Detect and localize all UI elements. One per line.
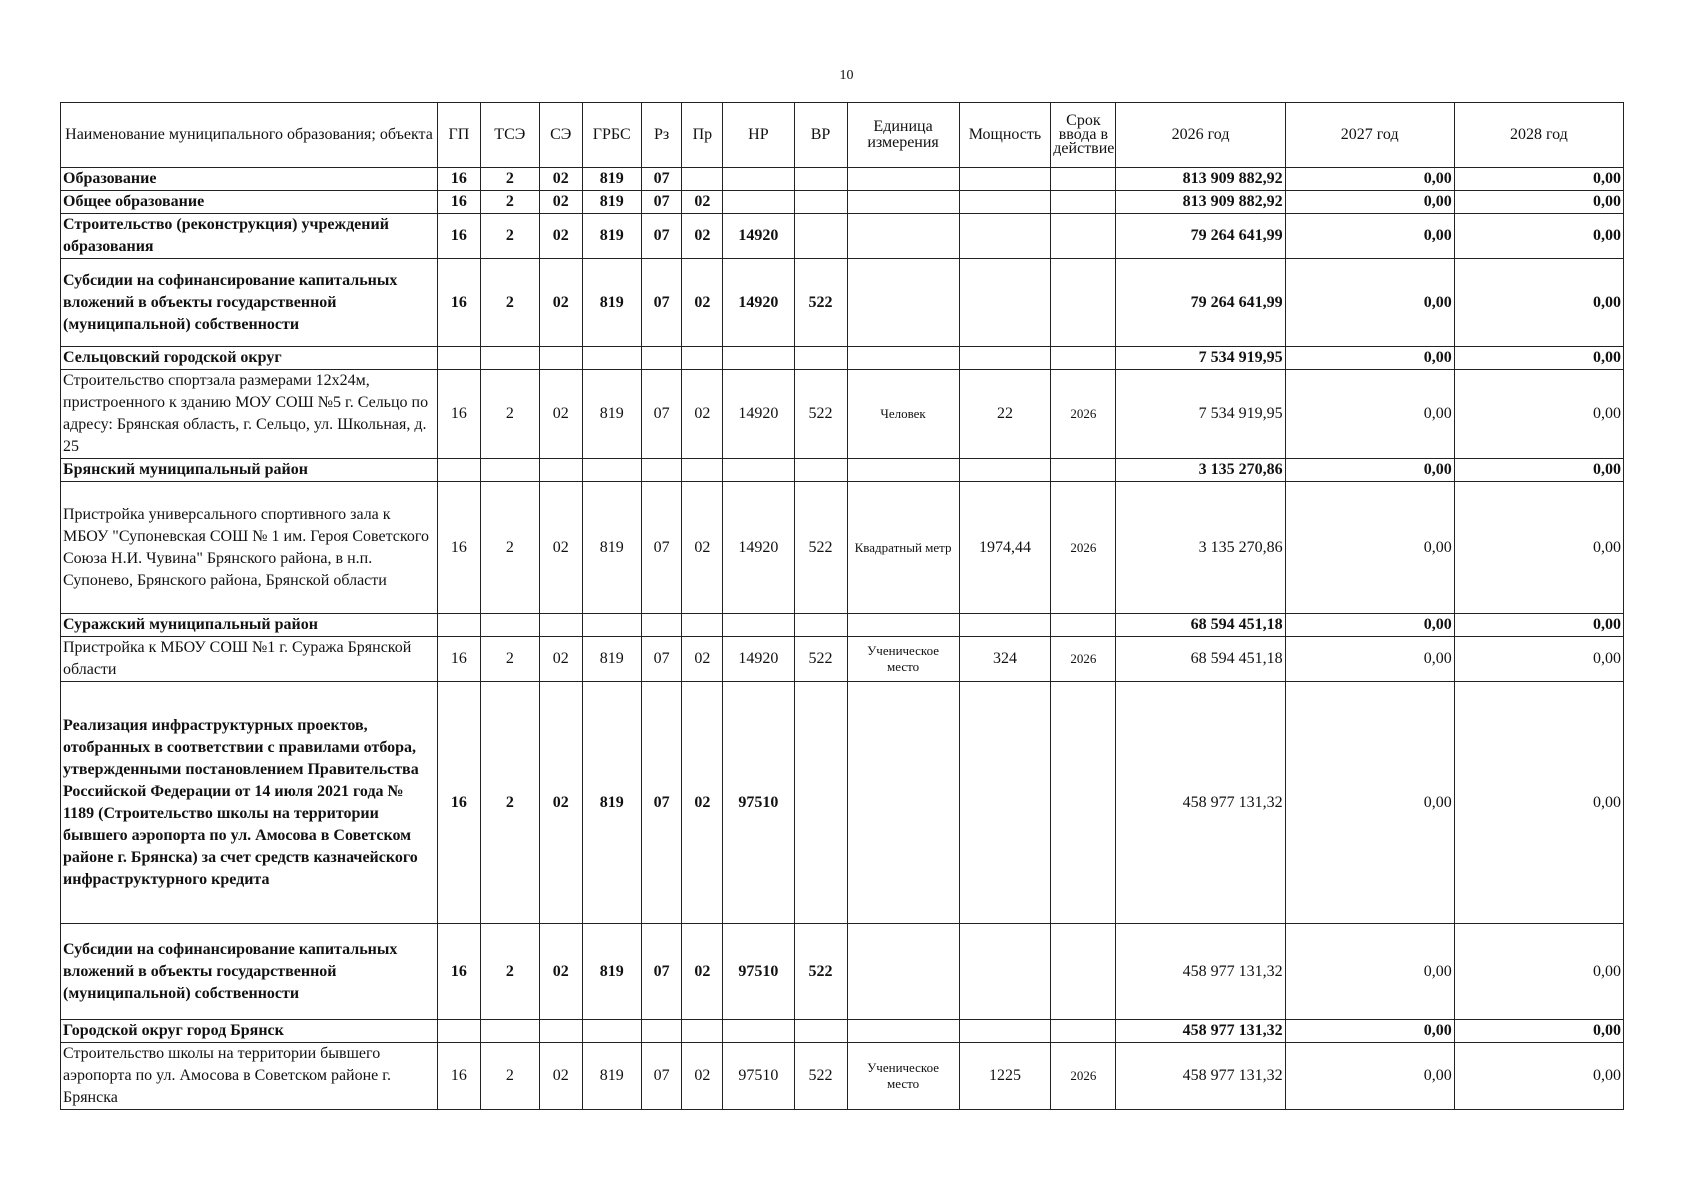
cell-y2026: 458 977 131,32	[1116, 1020, 1285, 1043]
cell-unit	[847, 259, 959, 347]
cell-capacity	[959, 459, 1051, 482]
cell-gp: 16	[437, 1043, 480, 1110]
table-body	[61, 168, 1624, 1110]
cell-nr	[723, 191, 794, 214]
cell-y2027: 0,00	[1285, 259, 1454, 347]
cell-name: Субсидии на софинансирование капитальных вложений в объекты государственной (муниципальной) собственности	[61, 924, 438, 1020]
cell-vr: 522	[794, 1043, 847, 1110]
cell-se	[539, 1020, 582, 1043]
cell-tse	[480, 614, 539, 637]
cell-nr	[723, 168, 794, 191]
cell-term	[1051, 1020, 1116, 1043]
cell-vr	[794, 614, 847, 637]
table-row	[61, 614, 1624, 637]
cell-pr	[682, 614, 723, 637]
cell-grbs: 819	[582, 924, 641, 1020]
cell-capacity: 22	[959, 370, 1051, 459]
cell-y2027: 0,00	[1285, 370, 1454, 459]
header-name: Наименование муниципального образования; объекта	[61, 103, 438, 168]
cell-term: 2026	[1051, 637, 1116, 682]
cell-grbs: 819	[582, 370, 641, 459]
cell-vr: 522	[794, 259, 847, 347]
header-vr: ВР	[794, 103, 847, 168]
header-2026: 2026 год	[1116, 103, 1285, 168]
cell-y2028: 0,00	[1454, 1043, 1623, 1110]
cell-rz: 07	[641, 637, 682, 682]
cell-y2028: 0,00	[1454, 191, 1623, 214]
cell-gp: 16	[437, 637, 480, 682]
cell-gp	[437, 1020, 480, 1043]
table-row	[61, 168, 1624, 191]
cell-unit	[847, 682, 959, 924]
cell-pr	[682, 168, 723, 191]
cell-tse: 2	[480, 924, 539, 1020]
cell-y2028: 0,00	[1454, 1020, 1623, 1043]
header-pr: Пр	[682, 103, 723, 168]
cell-y2026: 458 977 131,32	[1116, 1043, 1285, 1110]
cell-grbs: 819	[582, 482, 641, 614]
header-capacity: Мощность	[959, 103, 1051, 168]
cell-unit	[847, 347, 959, 370]
cell-name: Строительство (реконструкция) учреждений образования	[61, 214, 438, 259]
cell-y2026: 79 264 641,99	[1116, 259, 1285, 347]
cell-name: Городской округ город Брянск	[61, 1020, 438, 1043]
cell-y2028: 0,00	[1454, 924, 1623, 1020]
cell-name: Пристройка к МБОУ СОШ №1 г. Суража Брянской области	[61, 637, 438, 682]
cell-capacity	[959, 924, 1051, 1020]
cell-nr: 14920	[723, 214, 794, 259]
cell-vr: 522	[794, 637, 847, 682]
header-term: Срок ввода в действие	[1051, 103, 1116, 168]
cell-grbs: 819	[582, 637, 641, 682]
cell-y2026: 68 594 451,18	[1116, 614, 1285, 637]
cell-rz: 07	[641, 370, 682, 459]
cell-se: 02	[539, 637, 582, 682]
cell-term	[1051, 259, 1116, 347]
cell-se	[539, 459, 582, 482]
cell-name: Реализация инфраструктурных проектов, отобранных в соответствии с правилами отбора, утвержденными постановлением Правительства Российской Федерации от 14 июля 2021 года № 1189 (Строительство школы на территории бывшего аэропорта по ул. Амосова в Советском районе г. Брянска) за счет средств казначейского инфраструктурного кредита	[61, 682, 438, 924]
cell-nr: 97510	[723, 1043, 794, 1110]
cell-unit	[847, 168, 959, 191]
header-rz: Рз	[641, 103, 682, 168]
cell-y2026: 813 909 882,92	[1116, 168, 1285, 191]
cell-capacity: 1225	[959, 1043, 1051, 1110]
cell-gp	[437, 347, 480, 370]
cell-unit	[847, 1020, 959, 1043]
cell-se: 02	[539, 482, 582, 614]
cell-grbs: 819	[582, 168, 641, 191]
table-row	[61, 214, 1624, 259]
cell-rz	[641, 1020, 682, 1043]
cell-name: Образование	[61, 168, 438, 191]
table-row	[61, 347, 1624, 370]
cell-capacity	[959, 214, 1051, 259]
cell-unit: Ученическое место	[847, 1043, 959, 1110]
cell-gp: 16	[437, 370, 480, 459]
cell-grbs: 819	[582, 214, 641, 259]
cell-pr: 02	[682, 1043, 723, 1110]
cell-nr	[723, 614, 794, 637]
cell-unit	[847, 459, 959, 482]
cell-grbs	[582, 347, 641, 370]
cell-y2026: 458 977 131,32	[1116, 682, 1285, 924]
header-2028: 2028 год	[1454, 103, 1623, 168]
cell-vr	[794, 682, 847, 924]
cell-rz: 07	[641, 259, 682, 347]
cell-gp: 16	[437, 482, 480, 614]
cell-nr: 14920	[723, 637, 794, 682]
cell-name: Суражский муниципальный район	[61, 614, 438, 637]
table-row	[61, 370, 1624, 459]
cell-gp: 16	[437, 191, 480, 214]
cell-se: 02	[539, 259, 582, 347]
header-2027: 2027 год	[1285, 103, 1454, 168]
cell-y2028: 0,00	[1454, 637, 1623, 682]
cell-pr: 02	[682, 214, 723, 259]
cell-capacity: 324	[959, 637, 1051, 682]
cell-name: Строительство школы на территории бывшего аэропорта по ул. Амосова в Советском районе г. Брянска	[61, 1043, 438, 1110]
cell-gp	[437, 614, 480, 637]
cell-grbs: 819	[582, 259, 641, 347]
cell-y2026: 79 264 641,99	[1116, 214, 1285, 259]
cell-tse: 2	[480, 370, 539, 459]
cell-term: 2026	[1051, 1043, 1116, 1110]
cell-gp: 16	[437, 924, 480, 1020]
cell-capacity	[959, 1020, 1051, 1043]
cell-y2028: 0,00	[1454, 459, 1623, 482]
cell-y2027: 0,00	[1285, 168, 1454, 191]
cell-unit	[847, 924, 959, 1020]
header-se: СЭ	[539, 103, 582, 168]
cell-capacity	[959, 191, 1051, 214]
header-tse: ТСЭ	[480, 103, 539, 168]
cell-pr	[682, 347, 723, 370]
cell-y2028: 0,00	[1454, 168, 1623, 191]
cell-term	[1051, 347, 1116, 370]
table-row	[61, 637, 1624, 682]
cell-se: 02	[539, 191, 582, 214]
cell-pr: 02	[682, 259, 723, 347]
budget-table	[60, 102, 1624, 1110]
cell-pr	[682, 459, 723, 482]
cell-tse: 2	[480, 1043, 539, 1110]
table-row	[61, 482, 1624, 614]
cell-unit	[847, 191, 959, 214]
cell-nr: 14920	[723, 259, 794, 347]
cell-name: Брянский муниципальный район	[61, 459, 438, 482]
cell-unit: Человек	[847, 370, 959, 459]
cell-nr	[723, 347, 794, 370]
table-row	[61, 459, 1624, 482]
cell-y2028: 0,00	[1454, 347, 1623, 370]
cell-name: Общее образование	[61, 191, 438, 214]
cell-se: 02	[539, 682, 582, 924]
cell-nr: 97510	[723, 682, 794, 924]
cell-rz: 07	[641, 924, 682, 1020]
table-row	[61, 1020, 1624, 1043]
cell-unit: Ученическое место	[847, 637, 959, 682]
cell-pr: 02	[682, 482, 723, 614]
cell-se: 02	[539, 168, 582, 191]
cell-y2027: 0,00	[1285, 1043, 1454, 1110]
cell-grbs	[582, 614, 641, 637]
table-row	[61, 191, 1624, 214]
cell-nr	[723, 1020, 794, 1043]
cell-grbs: 819	[582, 682, 641, 924]
cell-y2027: 0,00	[1285, 682, 1454, 924]
cell-term: 2026	[1051, 482, 1116, 614]
cell-tse: 2	[480, 214, 539, 259]
table-row	[61, 924, 1624, 1020]
cell-nr: 14920	[723, 482, 794, 614]
cell-rz: 07	[641, 168, 682, 191]
table-row	[61, 1043, 1624, 1110]
cell-tse: 2	[480, 168, 539, 191]
cell-capacity	[959, 614, 1051, 637]
cell-term	[1051, 682, 1116, 924]
cell-pr	[682, 1020, 723, 1043]
cell-unit	[847, 214, 959, 259]
cell-gp: 16	[437, 682, 480, 924]
cell-pr: 02	[682, 370, 723, 459]
cell-vr	[794, 459, 847, 482]
cell-grbs	[582, 459, 641, 482]
cell-name: Сельцовский городской округ	[61, 347, 438, 370]
cell-y2026: 3 135 270,86	[1116, 482, 1285, 614]
cell-term	[1051, 168, 1116, 191]
cell-se: 02	[539, 1043, 582, 1110]
cell-term	[1051, 924, 1116, 1020]
cell-tse: 2	[480, 682, 539, 924]
cell-rz: 07	[641, 191, 682, 214]
cell-se	[539, 347, 582, 370]
cell-pr: 02	[682, 191, 723, 214]
cell-tse	[480, 1020, 539, 1043]
cell-gp: 16	[437, 214, 480, 259]
cell-y2026: 7 534 919,95	[1116, 370, 1285, 459]
cell-term	[1051, 614, 1116, 637]
cell-pr: 02	[682, 924, 723, 1020]
cell-rz: 07	[641, 214, 682, 259]
cell-capacity	[959, 259, 1051, 347]
cell-grbs: 819	[582, 191, 641, 214]
header-row	[61, 103, 1624, 168]
cell-y2027: 0,00	[1285, 191, 1454, 214]
cell-y2027: 0,00	[1285, 614, 1454, 637]
cell-gp: 16	[437, 168, 480, 191]
cell-se: 02	[539, 924, 582, 1020]
cell-vr: 522	[794, 370, 847, 459]
cell-y2026: 7 534 919,95	[1116, 347, 1285, 370]
cell-y2026: 3 135 270,86	[1116, 459, 1285, 482]
cell-nr	[723, 459, 794, 482]
cell-gp: 16	[437, 259, 480, 347]
cell-gp	[437, 459, 480, 482]
cell-rz	[641, 459, 682, 482]
table-row	[61, 259, 1624, 347]
cell-y2027: 0,00	[1285, 924, 1454, 1020]
cell-tse: 2	[480, 259, 539, 347]
cell-vr: 522	[794, 924, 847, 1020]
cell-term: 2026	[1051, 370, 1116, 459]
cell-vr	[794, 191, 847, 214]
cell-capacity: 1974,44	[959, 482, 1051, 614]
cell-y2028: 0,00	[1454, 259, 1623, 347]
cell-tse: 2	[480, 482, 539, 614]
header-grbs: ГРБС	[582, 103, 641, 168]
table-row	[61, 682, 1624, 924]
cell-y2026: 458 977 131,32	[1116, 924, 1285, 1020]
cell-vr	[794, 1020, 847, 1043]
cell-rz: 07	[641, 1043, 682, 1110]
cell-y2027: 0,00	[1285, 459, 1454, 482]
cell-term	[1051, 191, 1116, 214]
header-nr: НР	[723, 103, 794, 168]
cell-nr: 14920	[723, 370, 794, 459]
cell-capacity	[959, 347, 1051, 370]
cell-tse: 2	[480, 191, 539, 214]
cell-y2027: 0,00	[1285, 347, 1454, 370]
cell-unit: Квадратный метр	[847, 482, 959, 614]
cell-rz	[641, 614, 682, 637]
cell-y2028: 0,00	[1454, 214, 1623, 259]
cell-y2028: 0,00	[1454, 682, 1623, 924]
cell-term	[1051, 459, 1116, 482]
cell-capacity	[959, 682, 1051, 924]
cell-vr	[794, 214, 847, 259]
cell-name: Пристройка универсального спортивного зала к МБОУ "Супоневская СОШ № 1 им. Героя Советского Союза Н.И. Чувина" Брянского района, в н.п. Супонево, Брянского района, Брянской области	[61, 482, 438, 614]
cell-name: Субсидии на софинансирование капитальных вложений в объекты государственной (муниципальной) собственности	[61, 259, 438, 347]
cell-se	[539, 614, 582, 637]
cell-pr: 02	[682, 637, 723, 682]
cell-y2026: 68 594 451,18	[1116, 637, 1285, 682]
cell-se: 02	[539, 370, 582, 459]
cell-y2027: 0,00	[1285, 482, 1454, 614]
header-gp: ГП	[437, 103, 480, 168]
header-unit: Единица измерения	[847, 103, 959, 168]
cell-y2026: 813 909 882,92	[1116, 191, 1285, 214]
cell-pr: 02	[682, 682, 723, 924]
cell-y2028: 0,00	[1454, 482, 1623, 614]
cell-y2028: 0,00	[1454, 370, 1623, 459]
cell-y2028: 0,00	[1454, 614, 1623, 637]
cell-tse	[480, 347, 539, 370]
cell-y2027: 0,00	[1285, 214, 1454, 259]
cell-rz: 07	[641, 482, 682, 614]
cell-y2027: 0,00	[1285, 1020, 1454, 1043]
cell-capacity	[959, 168, 1051, 191]
cell-y2027: 0,00	[1285, 637, 1454, 682]
cell-grbs: 819	[582, 1043, 641, 1110]
cell-tse: 2	[480, 637, 539, 682]
cell-se: 02	[539, 214, 582, 259]
cell-vr: 522	[794, 482, 847, 614]
cell-rz	[641, 347, 682, 370]
cell-vr	[794, 168, 847, 191]
page-number: 10	[839, 68, 854, 83]
cell-rz: 07	[641, 682, 682, 924]
cell-unit	[847, 614, 959, 637]
cell-grbs	[582, 1020, 641, 1043]
cell-name: Строительство спортзала размерами 12х24м, пристроенного к зданию МОУ СОШ №5 г. Сельцо по адресу: Брянская область, г. Сельцо, ул. Школьная, д. 25	[61, 370, 438, 459]
cell-term	[1051, 214, 1116, 259]
cell-vr	[794, 347, 847, 370]
cell-tse	[480, 459, 539, 482]
cell-nr: 97510	[723, 924, 794, 1020]
